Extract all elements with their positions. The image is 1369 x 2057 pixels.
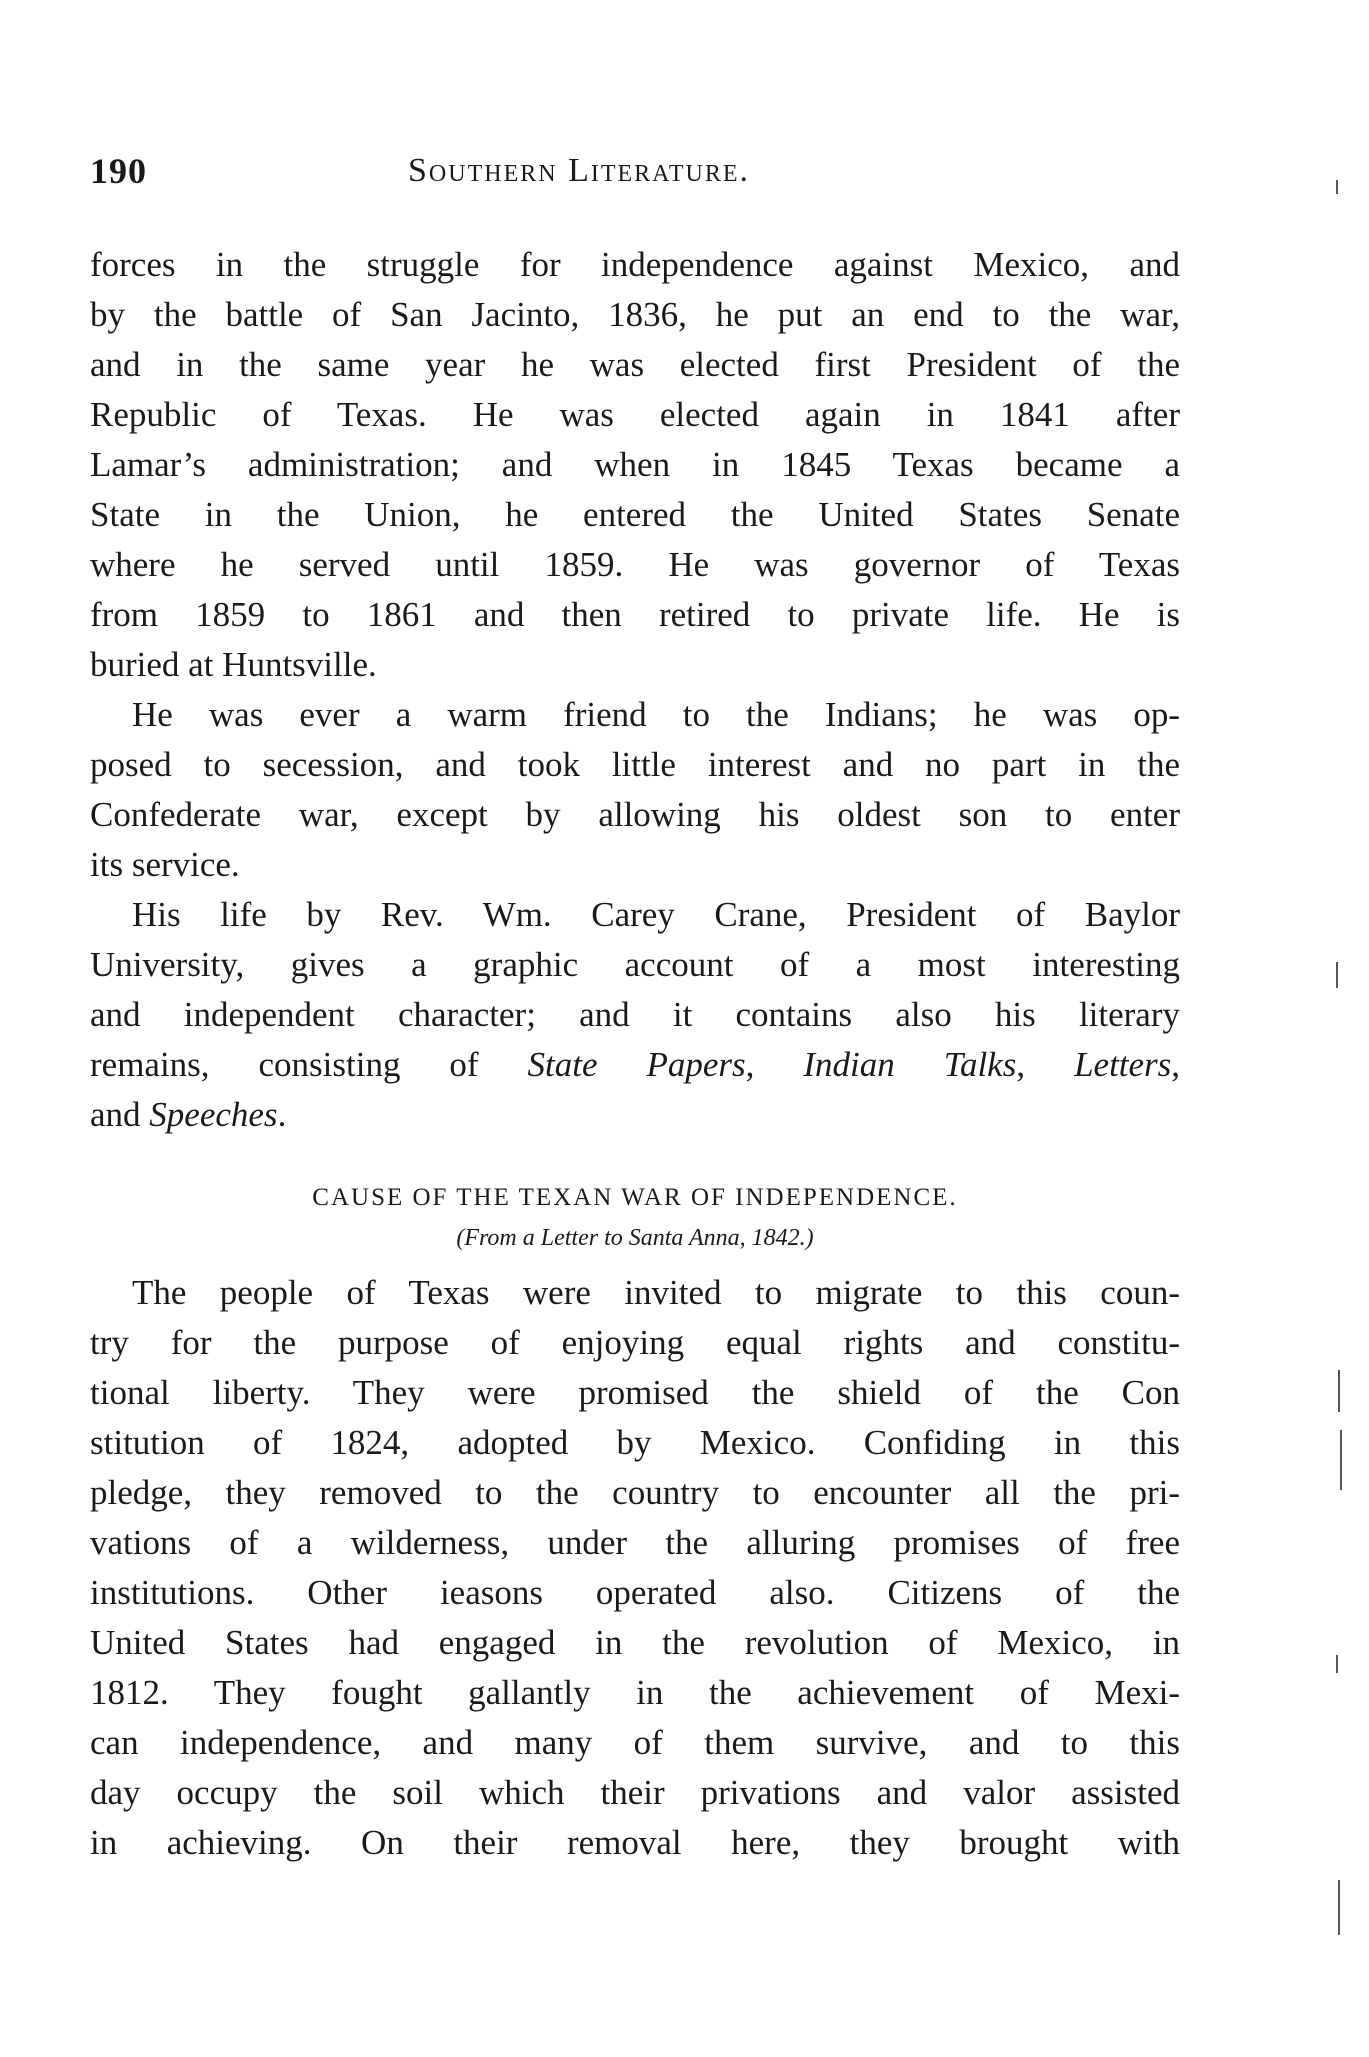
work-title: Letters	[1074, 1045, 1172, 1084]
text-line	[90, 1040, 1180, 1090]
scan-mark	[1336, 962, 1338, 988]
text-line: State in the Union, he entered the United States Senate	[90, 495, 1180, 534]
text-line: day occupy the soil which their privations and valor assisted	[90, 1773, 1180, 1812]
scan-mark	[1336, 180, 1338, 194]
text-fragment: remains, consisting of	[90, 1045, 528, 1084]
text-line: tional liberty. They were promised the shield of the Con	[90, 1373, 1180, 1412]
text-line: 1812. They fought gallantly in the achievement of Mexi-	[90, 1673, 1180, 1712]
text-line: and in the same year he was elected first President of the	[90, 345, 1180, 384]
text-line: buried at Huntsville.	[90, 645, 377, 684]
scan-mark	[1338, 1880, 1340, 1935]
text-line: University, gives a graphic account of a most interesting	[90, 945, 1180, 984]
text-line: forces in the struggle for independence against Mexico, and	[90, 245, 1180, 284]
text-line: from 1859 to 1861 and then retired to private life. He is	[90, 595, 1180, 634]
body-text	[90, 240, 1180, 1868]
text-line: can independence, and many of them survive, and to this	[90, 1723, 1180, 1762]
section-title: CAUSE OF THE TEXAN WAR OF INDEPENDENCE.	[312, 1184, 958, 1211]
text-line: His life by Rev. Wm. Carey Crane, President of Baylor	[132, 895, 1180, 934]
text-line: Lamar’s administration; and when in 1845 Texas became a	[90, 445, 1180, 484]
scan-mark	[1336, 1655, 1338, 1673]
work-title: Speeches	[149, 1095, 278, 1134]
text-line: The people of Texas were invited to migrate to this coun-	[132, 1273, 1180, 1312]
text-fragment: ,	[1016, 1045, 1075, 1084]
text-fragment: and	[90, 1095, 150, 1134]
text-fragment: .	[277, 1095, 287, 1134]
text-line: Confederate war, except by allowing his oldest son to enter	[90, 795, 1180, 834]
text-line: pledge, they removed to the country to encounter all the pri-	[90, 1473, 1180, 1512]
text-line	[90, 1090, 1180, 1140]
section-source: (From a Letter to Santa Anna, 1842.)	[456, 1225, 814, 1251]
text-fragment: ,	[745, 1045, 804, 1084]
text-line: where he served until 1859. He was governor of Texas	[90, 545, 1180, 584]
text-line: and independent character; and it contains also his literary	[90, 995, 1180, 1034]
scan-mark	[1338, 1370, 1340, 1412]
work-title: State Papers	[527, 1045, 746, 1084]
text-line: Republic of Texas. He was elected again in 1841 after	[90, 395, 1180, 434]
text-fragment: ,	[1171, 1045, 1181, 1084]
text-line: United States had engaged in the revolution of Mexico, in	[90, 1623, 1180, 1662]
scan-mark	[1340, 1430, 1342, 1490]
text-line: stitution of 1824, adopted by Mexico. Confiding in this	[90, 1423, 1180, 1462]
text-line: its service.	[90, 845, 240, 884]
page-number: 190	[90, 151, 147, 191]
running-title: Southern Literature.	[408, 152, 750, 189]
text-line: He was ever a warm friend to the Indians; he was op-	[132, 695, 1180, 734]
page-header	[90, 150, 1190, 210]
text-line: posed to secession, and took little interest and no part in the	[90, 745, 1180, 784]
text-line: institutions. Other ieasons operated also. Citizens of the	[90, 1573, 1180, 1612]
text-line: in achieving. On their removal here, they brought with	[90, 1823, 1180, 1862]
text-line: by the battle of San Jacinto, 1836, he put an end to the war,	[90, 295, 1180, 334]
work-title: Indian Talks	[803, 1045, 1017, 1084]
text-line: vations of a wilderness, under the alluring promises of free	[90, 1523, 1180, 1562]
text-line: try for the purpose of enjoying equal rights and constitu-	[90, 1323, 1180, 1362]
